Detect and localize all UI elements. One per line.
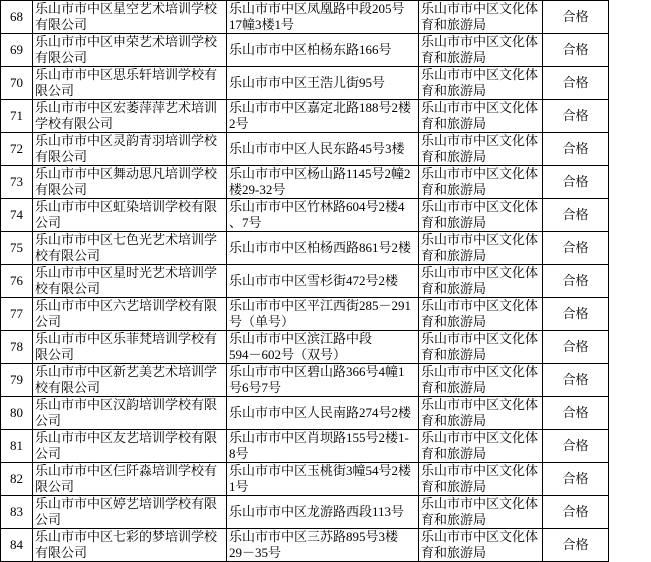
school-name-cell xyxy=(33,331,227,364)
address-line: 8号 xyxy=(229,446,249,461)
table-row xyxy=(1,364,609,397)
school-name-line: 乐山市市中区汉韵培训学校有限 xyxy=(35,397,218,412)
department-line: 育和旅游局 xyxy=(421,314,487,329)
address-line: 乐山市市中区玉桃街3幢54号2楼 xyxy=(229,463,412,478)
school-name-cell xyxy=(33,166,227,199)
school-name-line: 乐山市市中区七彩的梦培训学校 xyxy=(35,529,218,544)
address-cell xyxy=(227,100,419,133)
department-line: 育和旅游局 xyxy=(421,281,487,296)
table-row xyxy=(1,100,609,133)
department-cell xyxy=(419,133,543,166)
row-number-cell: 71 xyxy=(1,100,33,133)
address-cell xyxy=(227,430,419,463)
department-line: 育和旅游局 xyxy=(421,446,487,461)
department-cell xyxy=(419,463,543,496)
result-cell: 合格 xyxy=(543,496,609,529)
address-cell xyxy=(227,133,419,166)
address-cell xyxy=(227,529,419,562)
table-row xyxy=(1,496,609,529)
school-name-line: 乐山市市中区虹染培训学校有限 xyxy=(35,199,218,214)
department-line: 乐山市市中区文化体 xyxy=(421,232,539,247)
school-name-line: 公司 xyxy=(35,446,62,461)
school-name-line: 校有限公司 xyxy=(35,248,101,263)
address-line: 乐山市市中区杨山路1145号2幢2 xyxy=(229,166,411,181)
address-cell xyxy=(227,67,419,100)
address-cell xyxy=(227,232,419,265)
address-line: 乐山市市中区雪杉街472号2楼 xyxy=(229,273,399,288)
school-name-cell xyxy=(33,133,227,166)
department-cell xyxy=(419,430,543,463)
result-cell: 合格 xyxy=(543,430,609,463)
school-name-line: 公司 xyxy=(35,413,62,428)
department-line: 乐山市市中区文化体 xyxy=(421,1,539,16)
department-line: 育和旅游局 xyxy=(421,347,487,362)
table-row xyxy=(1,67,609,100)
address-line: 2号 xyxy=(229,116,249,131)
row-number-cell: 69 xyxy=(1,34,33,67)
address-line: 乐山市市中区人民东路45号3楼 xyxy=(229,141,405,156)
result-cell: 合格 xyxy=(543,265,609,298)
address-cell xyxy=(227,298,419,331)
department-line: 乐山市市中区文化体 xyxy=(421,298,539,313)
department-line: 乐山市市中区文化体 xyxy=(421,397,539,412)
department-line: 乐山市市中区文化体 xyxy=(421,496,539,511)
department-line: 育和旅游局 xyxy=(421,479,487,494)
school-name-cell xyxy=(33,298,227,331)
table-row xyxy=(1,265,609,298)
address-line: 乐山市市中区王浩儿街95号 xyxy=(229,75,386,90)
department-cell xyxy=(419,34,543,67)
school-name-line: 乐山市市中区宏萎萍萍艺术培训 xyxy=(35,100,218,115)
address-cell xyxy=(227,463,419,496)
address-line: 乐山市市中区竹林路604号2楼4 xyxy=(229,199,405,214)
department-cell xyxy=(419,397,543,430)
school-name-cell xyxy=(33,397,227,430)
address-line: 1号 xyxy=(229,479,249,494)
department-cell xyxy=(419,232,543,265)
school-name-line: 限公司 xyxy=(35,479,75,494)
department-line: 乐山市市中区文化体 xyxy=(421,100,539,115)
school-name-line: 乐山市市中区新艺美艺术培训学 xyxy=(35,364,218,379)
result-cell: 合格 xyxy=(543,331,609,364)
school-name-line: 公司 xyxy=(35,512,62,527)
address-cell xyxy=(227,166,419,199)
row-number-cell: 81 xyxy=(1,430,33,463)
school-name-line: 乐山市市中区乐菲梵培训学校有 xyxy=(35,331,218,346)
table-row xyxy=(1,331,609,364)
school-name-line: 限公司 xyxy=(35,83,75,98)
address-line: 乐山市市中区滨江路中段 xyxy=(229,331,373,346)
result-cell: 合格 xyxy=(543,529,609,562)
school-name-cell xyxy=(33,463,227,496)
table-row xyxy=(1,232,609,265)
department-cell xyxy=(419,529,543,562)
address-cell xyxy=(227,331,419,364)
department-cell xyxy=(419,331,543,364)
result-cell: 合格 xyxy=(543,364,609,397)
row-number-cell: 79 xyxy=(1,364,33,397)
address-line: 17幢3楼1号 xyxy=(229,17,295,32)
department-line: 育和旅游局 xyxy=(421,149,487,164)
address-cell xyxy=(227,397,419,430)
school-name-cell xyxy=(33,100,227,133)
department-line: 乐山市市中区文化体 xyxy=(421,133,539,148)
school-name-line: 校有限公司 xyxy=(35,380,101,395)
result-cell: 合格 xyxy=(543,298,609,331)
school-name-line: 乐山市市中区仨阡淼培训学校有 xyxy=(35,463,218,478)
address-cell xyxy=(227,364,419,397)
address-line: 号6号7号 xyxy=(229,380,282,395)
result-cell: 合格 xyxy=(543,463,609,496)
department-line: 育和旅游局 xyxy=(421,380,487,395)
result-cell: 合格 xyxy=(543,199,609,232)
address-line: 乐山市市中区柏杨东路166号 xyxy=(229,42,392,57)
school-name-line: 公司 xyxy=(35,314,62,329)
row-number-cell: 82 xyxy=(1,463,33,496)
department-line: 乐山市市中区文化体 xyxy=(421,364,539,379)
table-row xyxy=(1,199,609,232)
school-name-line: 乐山市市中区思乐轩培训学校有 xyxy=(35,67,218,82)
table-row xyxy=(1,298,609,331)
department-line: 育和旅游局 xyxy=(421,17,487,32)
address-line: 乐山市市中区龙游路西段113号 xyxy=(229,504,405,519)
school-name-line: 限公司 xyxy=(35,347,75,362)
school-name-cell xyxy=(33,265,227,298)
address-cell xyxy=(227,1,419,34)
school-name-line: 公司 xyxy=(35,215,62,230)
department-cell xyxy=(419,67,543,100)
department-line: 乐山市市中区文化体 xyxy=(421,529,539,544)
address-cell xyxy=(227,34,419,67)
department-line: 育和旅游局 xyxy=(421,83,487,98)
department-line: 育和旅游局 xyxy=(421,512,487,527)
school-name-cell xyxy=(33,34,227,67)
table-row xyxy=(1,397,609,430)
department-line: 育和旅游局 xyxy=(421,545,487,560)
school-name-line: 乐山市市中区友艺培训学校有限 xyxy=(35,430,218,445)
school-name-cell xyxy=(33,199,227,232)
school-name-cell xyxy=(33,67,227,100)
department-line: 乐山市市中区文化体 xyxy=(421,166,539,181)
department-line: 乐山市市中区文化体 xyxy=(421,34,539,49)
department-cell xyxy=(419,298,543,331)
row-number-cell: 73 xyxy=(1,166,33,199)
result-cell: 合格 xyxy=(543,133,609,166)
table-row xyxy=(1,133,609,166)
school-name-line: 校有限公司 xyxy=(35,281,101,296)
address-cell xyxy=(227,496,419,529)
department-cell xyxy=(419,1,543,34)
result-cell: 合格 xyxy=(543,100,609,133)
department-cell xyxy=(419,166,543,199)
department-line: 乐山市市中区文化体 xyxy=(421,463,539,478)
address-line: 乐山市市中区碧山路366号4幢1 xyxy=(229,364,405,379)
table-row xyxy=(1,529,609,562)
department-line: 育和旅游局 xyxy=(421,215,487,230)
school-name-line: 乐山市市中区灵韵青羽培训学校 xyxy=(35,133,218,148)
row-number-cell: 76 xyxy=(1,265,33,298)
table-row xyxy=(1,34,609,67)
school-name-line: 乐山市市中区七色光艺术培训学 xyxy=(35,232,218,247)
school-name-line: 乐山市市中区星空艺术培训学校 xyxy=(35,1,218,16)
row-number-cell: 83 xyxy=(1,496,33,529)
department-line: 育和旅游局 xyxy=(421,248,487,263)
row-number-cell: 74 xyxy=(1,199,33,232)
school-name-cell xyxy=(33,496,227,529)
school-name-cell xyxy=(33,232,227,265)
school-name-line: 有限公司 xyxy=(35,182,88,197)
department-line: 育和旅游局 xyxy=(421,116,487,131)
address-line: 乐山市市中区嘉定北路188号2楼 xyxy=(229,100,412,115)
row-number-cell: 84 xyxy=(1,529,33,562)
school-name-line: 有限公司 xyxy=(35,17,88,32)
table-row xyxy=(1,166,609,199)
address-cell xyxy=(227,265,419,298)
address-line: 、7号 xyxy=(229,215,262,230)
department-line: 育和旅游局 xyxy=(421,182,487,197)
result-cell: 合格 xyxy=(543,1,609,34)
table-row xyxy=(1,430,609,463)
result-cell: 合格 xyxy=(543,34,609,67)
result-cell: 合格 xyxy=(543,232,609,265)
school-name-cell xyxy=(33,364,227,397)
row-number-cell: 77 xyxy=(1,298,33,331)
result-cell: 合格 xyxy=(543,166,609,199)
result-cell: 合格 xyxy=(543,397,609,430)
result-cell: 合格 xyxy=(543,67,609,100)
address-line: 乐山市市中区凤凰路中段205号 xyxy=(229,1,405,16)
school-name-line: 学校有限公司 xyxy=(35,116,114,131)
address-line: 乐山市市中区人民南路274号2楼 xyxy=(229,405,412,420)
address-line: 29－35号 xyxy=(229,545,282,560)
school-name-line: 乐山市市中区星时光艺术培训学 xyxy=(35,265,218,280)
address-line: 乐山市市中区平江西街285－291 xyxy=(229,298,412,313)
address-line: 乐山市市中区柏杨西路861号2楼 xyxy=(229,240,412,255)
department-cell xyxy=(419,100,543,133)
department-cell xyxy=(419,496,543,529)
school-name-cell xyxy=(33,1,227,34)
department-line: 育和旅游局 xyxy=(421,413,487,428)
department-cell xyxy=(419,265,543,298)
department-line: 育和旅游局 xyxy=(421,50,487,65)
school-name-line: 乐山市市中区婷艺培训学校有限 xyxy=(35,496,218,511)
address-line: 乐山市市中区肖坝路155号2楼1- xyxy=(229,430,409,445)
department-cell xyxy=(419,199,543,232)
row-number-cell: 70 xyxy=(1,67,33,100)
school-name-line: 乐山市市中区六艺培训学校有限 xyxy=(35,298,218,313)
address-cell xyxy=(227,199,419,232)
school-name-line: 有限公司 xyxy=(35,50,88,65)
table-row xyxy=(1,463,609,496)
department-cell xyxy=(419,364,543,397)
address-line: 楼29-32号 xyxy=(229,182,286,197)
school-name-line: 乐山市市中区申荣艺术培训学校 xyxy=(35,34,218,49)
school-name-line: 有限公司 xyxy=(35,149,88,164)
school-name-line: 有限公司 xyxy=(35,545,88,560)
school-name-line: 乐山市市中区舞动思凡培训学校 xyxy=(35,166,218,181)
address-line: 乐山市市中区三苏路895号3楼 xyxy=(229,529,399,544)
row-number-cell: 72 xyxy=(1,133,33,166)
department-line: 乐山市市中区文化体 xyxy=(421,331,539,346)
school-name-cell xyxy=(33,430,227,463)
department-line: 乐山市市中区文化体 xyxy=(421,430,539,445)
department-line: 乐山市市中区文化体 xyxy=(421,67,539,82)
school-name-cell xyxy=(33,529,227,562)
table-row xyxy=(1,1,609,34)
row-number-cell: 80 xyxy=(1,397,33,430)
address-line: 号（单号） xyxy=(229,314,295,329)
department-line: 乐山市市中区文化体 xyxy=(421,265,539,280)
row-number-cell: 68 xyxy=(1,1,33,34)
department-line: 乐山市市中区文化体 xyxy=(421,199,539,214)
row-number-cell: 75 xyxy=(1,232,33,265)
address-line: 594－602号（双号） xyxy=(229,347,347,362)
row-number-cell: 78 xyxy=(1,331,33,364)
